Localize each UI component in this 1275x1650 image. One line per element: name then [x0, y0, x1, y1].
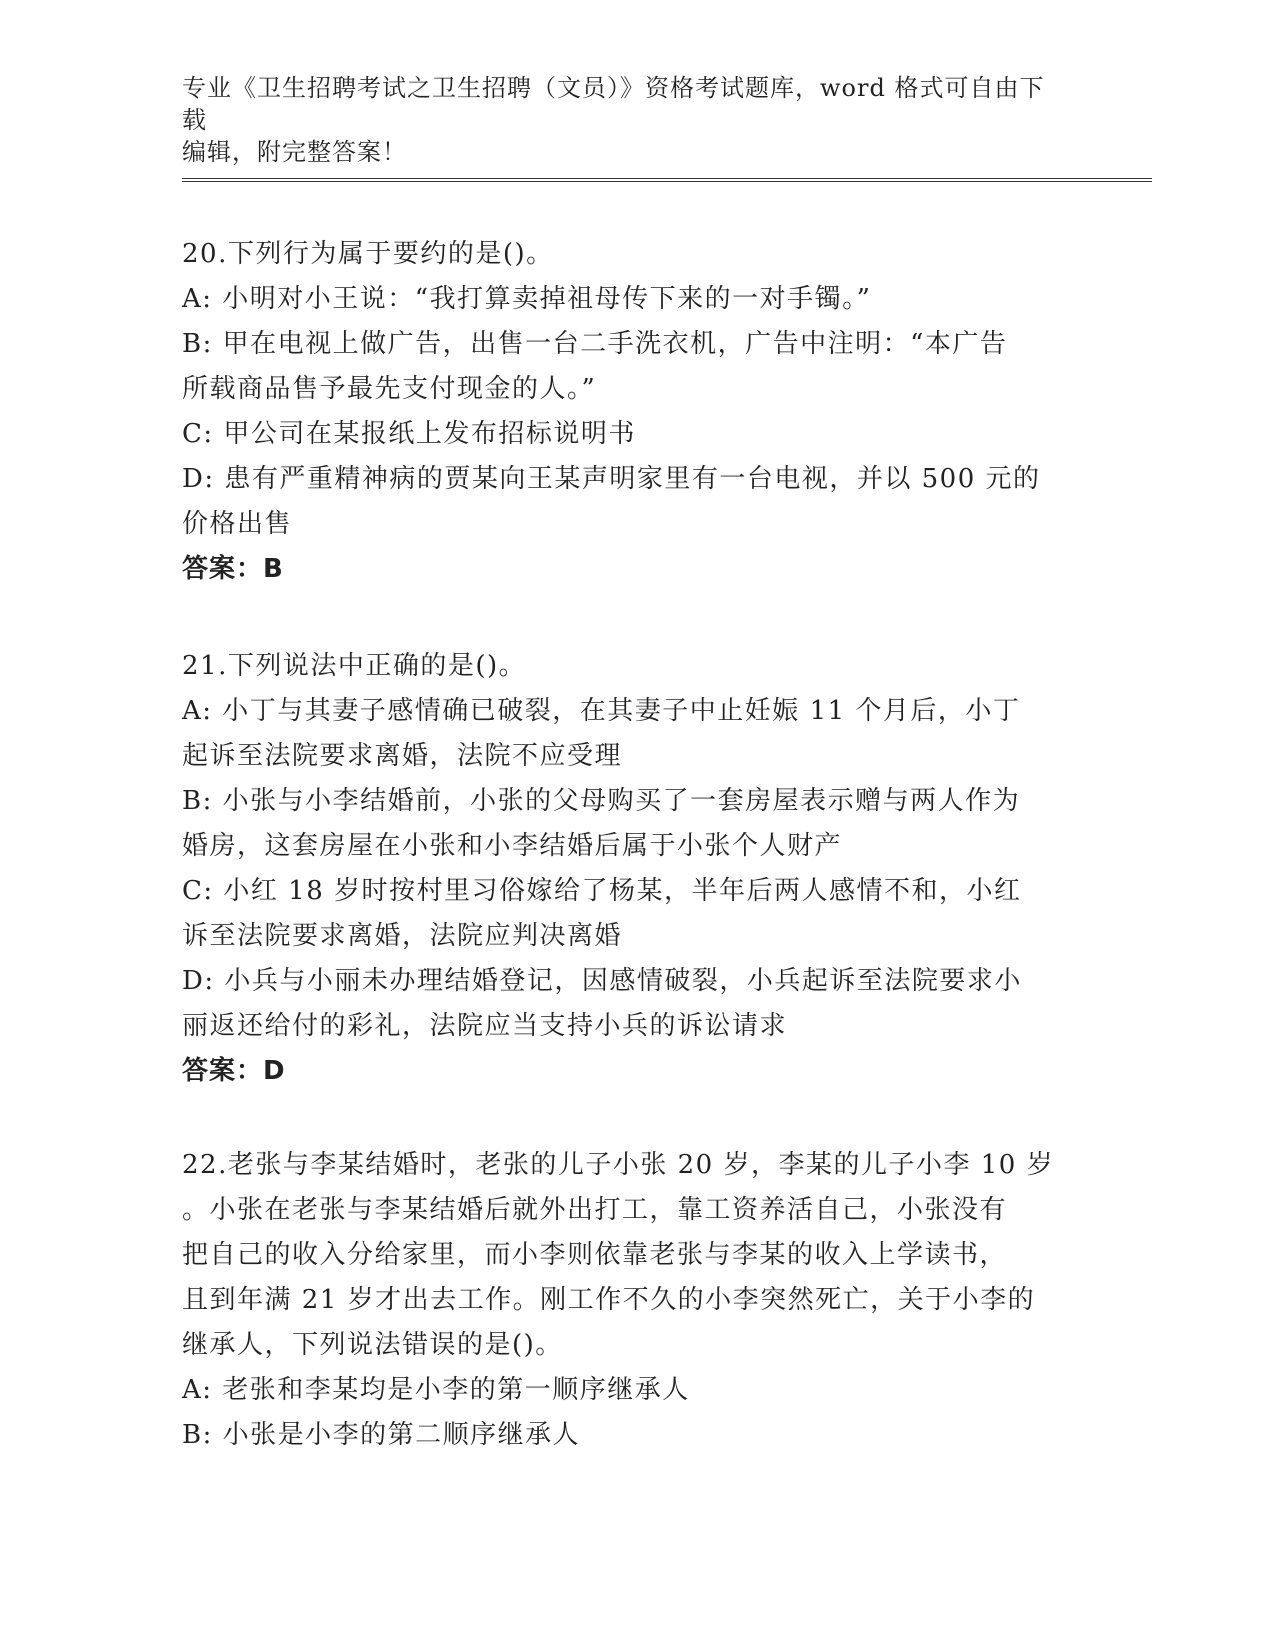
option-c: C: 小红 18 岁时按村里习俗嫁给了杨某，半年后两人感情不和，小红	[182, 876, 1022, 906]
header-line: 编辑，附完整答案！	[182, 138, 407, 166]
answer: 答案：D	[182, 1056, 286, 1086]
header-divider	[182, 178, 1152, 182]
answer: 答案：B	[182, 554, 284, 584]
option-d-continued: 丽返还给付的彩礼，法院应当支持小兵的诉讼请求	[182, 1011, 788, 1041]
question-21	[182, 644, 1072, 1094]
question-stem: 20.下列行为属于要约的是()。	[182, 239, 554, 269]
option-d: D: 患有严重精神病的贾某向王某声明家里有一台电视，并以 500 元的	[182, 464, 1041, 494]
option-d: D: 小兵与小丽未办理结婚登记，因感情破裂，小兵起诉至法院要求小	[182, 966, 1022, 996]
option-a: A: 小明对小王说：“我打算卖掉祖母传下来的一对手镯。”	[182, 284, 872, 314]
question-stem: 22.老张与李某结婚时，老张的儿子小张 20 岁，李某的儿子小李 10 岁	[182, 1150, 1055, 1180]
option-a-continued: 起诉至法院要求离婚，法院不应受理	[182, 741, 623, 771]
question-20	[182, 232, 1072, 592]
option-a: A: 小丁与其妻子感情确已破裂，在其妻子中止妊娠 11 个月后，小丁	[182, 696, 1021, 726]
option-b: B: 甲在电视上做广告，出售一台二手洗衣机，广告中注明：“本广告	[182, 329, 1008, 359]
option-c: C: 甲公司在某报纸上发布招标说明书	[182, 419, 636, 449]
document-header	[182, 72, 1062, 168]
question-stem-continued: 把自己的收入分给家里，而小李则依靠老张与李某的收入上学读书，	[182, 1240, 1008, 1270]
question-22	[182, 1143, 1072, 1458]
question-stem-continued: 继承人，下列说法错误的是()。	[182, 1330, 563, 1360]
option-b: B: 小张与小李结婚前，小张的父母购买了一套房屋表示赠与两人作为	[182, 786, 1021, 816]
option-b-continued: 所载商品售予最先支付现金的人。”	[182, 374, 597, 404]
option-b: B: 小张是小李的第二顺序继承人	[182, 1420, 581, 1450]
option-d-continued: 价格出售	[182, 509, 293, 539]
option-c-continued: 诉至法院要求离婚，法院应判决离婚	[182, 921, 623, 951]
option-b-continued: 婚房，这套房屋在小张和小李结婚后属于小张个人财产	[182, 831, 843, 861]
question-stem-continued: 。小张在老张与李某结婚后就外出打工，靠工资养活自己，小张没有	[182, 1195, 1008, 1225]
header-line: 专业《卫生招聘考试之卫生招聘（文员）》资格考试题库，word 格式可自由下载	[182, 74, 1045, 134]
question-stem: 21.下列说法中正确的是()。	[182, 651, 527, 681]
question-stem-continued: 且到年满 21 岁才出去工作。刚工作不久的小李突然死亡，关于小李的	[182, 1285, 1036, 1315]
option-a: A: 老张和李某均是小李的第一顺序继承人	[182, 1375, 690, 1405]
